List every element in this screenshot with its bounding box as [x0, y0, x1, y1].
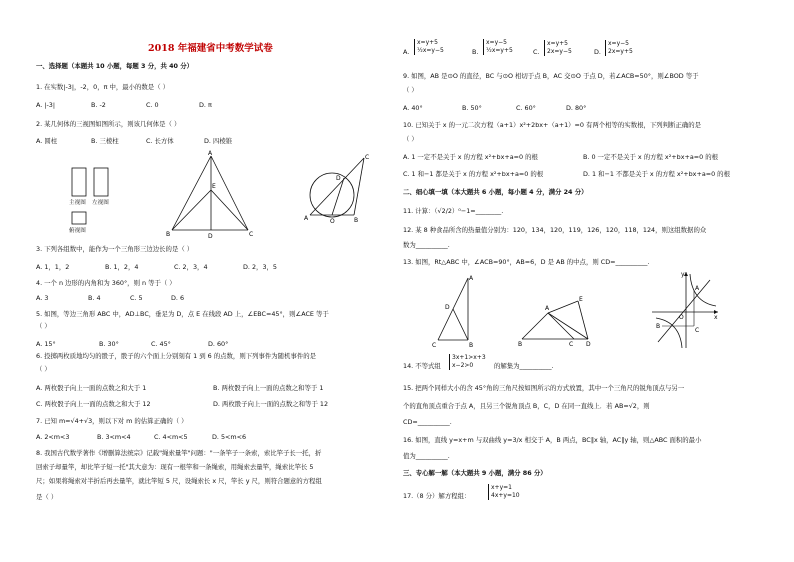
q9-option-d: D. 80° [566, 104, 587, 112]
section1-heading: 一、选择题（本题共 10 小题，每题 3 分，共 40 分） [36, 62, 194, 70]
question-5: 5. 如图，等边三角形 ABC 中，AD⊥BC，垂足为 D，点 E 在线段 AD 上，∠EBC=45°，则∠ACE 等于 [36, 310, 329, 318]
svg-text:C: C [249, 231, 254, 238]
q17-eq2: 4x+y=10 [491, 492, 520, 499]
q2-option-b: B. 三棱柱 [91, 137, 119, 145]
svg-text:A: A [545, 305, 550, 312]
svg-text:E: E [212, 183, 216, 190]
question-15-line2: 个的直角顶点重合于点 A，且另三个锐角顶点 B，C，D 在同一直线上．若 AB=√2，则 [403, 402, 650, 410]
q5-option-b: B. 30° [99, 340, 119, 348]
question-8-line3: 尺；如果将绳索对半折后再去量竿，就比竿短 5 尺，设绳索长 x 尺，竿长 y 尺，则符合题意的方程组 [36, 477, 322, 485]
question-13: 13. 如图，Rt△ABC 中，∠ACB=90°，AB=6，D 是 AB 的中点，则 CD=__________. [403, 258, 650, 266]
q14-ineq1: 3x+1>x+3 [452, 354, 486, 361]
q8-c-eq1: x=y+5 [547, 40, 568, 47]
svg-text:y: y [681, 271, 685, 278]
question-1: 1. 在实数|-3|，-2，0，π 中，最小的数是（ ） [36, 83, 170, 91]
q7-option-c: C. 4<m<5 [154, 433, 188, 441]
q8-d-eq2: 2x=y+5 [608, 48, 633, 55]
two-set-squares-figure [516, 293, 596, 348]
q8-option-b-system [483, 39, 513, 55]
q7-option-a: A. 2<m<3 [36, 433, 70, 441]
question-14-prefix: 14. 不等式组 [403, 362, 441, 370]
question-6: 6. 投掷两枚质地均匀的骰子，骰子的六个面上分别刻有 1 到 6 的点数，则下列事件为随机事件的是 [36, 352, 317, 360]
q3-option-d: D. 2，3，5 [243, 263, 277, 271]
question-11: 11. 计算：（√2/2）⁰−1=________. [403, 207, 504, 215]
q8-a-eq1: x=y+5 [417, 39, 438, 46]
q10-option-d: D. 1 和−1 不都是关于 x 的方程 x²+bx+a=0 的根 [583, 170, 730, 178]
question-2: 2. 某几何体的三视图如图所示，则该几何体是（ ） [36, 120, 181, 128]
q9-option-b: B. 50° [462, 104, 482, 112]
q4-option-a: A. 3 [36, 294, 49, 302]
question-16-line1: 16. 如图，直线 y=x+m 与双曲线 y=3/x 相交于 A，B 两点，BC∥x 轴，AC∥y 轴，则△ABC 面积的最小 [403, 436, 702, 444]
q4-option-d: D. 6 [171, 294, 185, 302]
q14-ineq2: x−2>0 [452, 362, 474, 369]
q2-option-d: D. 四棱锥 [204, 137, 233, 145]
q9-option-c: C. 60° [516, 104, 536, 112]
q17-eq1: x+y=1 [491, 484, 512, 491]
q1-option-d: D. π [199, 101, 212, 109]
svg-text:C: C [432, 342, 437, 349]
svg-text:C: C [695, 327, 700, 334]
svg-text:D: D [445, 304, 450, 311]
hyperbola-figure [650, 268, 720, 353]
label-top-view: 俯视图 [69, 228, 86, 234]
svg-text:C: C [365, 154, 370, 161]
q8-a-eq2: ½x=y−5 [417, 47, 444, 54]
q5-option-c: C. 45° [151, 340, 171, 348]
exam-title: 2018 年福建省中考数学试卷 [148, 43, 273, 54]
svg-text:B: B [518, 341, 523, 348]
q8-option-c-system [544, 40, 572, 56]
circle-figure [302, 150, 372, 230]
question-9: 9. 如图，AB 是⊙O 的直径，BC 与⊙O 相切于点 B，AC 交⊙O 于点 D，若∠ACB=50°，则∠BOD 等于 [403, 72, 699, 80]
q10-option-a: A. 1 一定不是关于 x 的方程 x²+bx+a=0 的根 [403, 153, 538, 161]
question-15-line3: CD=__________. [403, 418, 452, 426]
q1-option-a: A. |-3| [36, 101, 56, 109]
svg-text:B: B [656, 323, 661, 330]
q6-option-a: A. 两枚骰子向上一面的点数之和大于 1 [36, 384, 147, 392]
q8-c-eq2: 2x=y−5 [547, 48, 572, 55]
q6-option-c: C. 两枚骰子向上一面的点数之和大于 12 [36, 400, 151, 408]
question-16-line2: 值为__________. [403, 452, 450, 460]
question-3: 3. 下列各组数中，能作为一个三角形三边边长的是（ ） [36, 245, 194, 253]
q8-d-eq1: x=y−5 [608, 40, 629, 47]
svg-text:A: A [304, 215, 309, 222]
q8-option-d-letter: D. [594, 48, 601, 56]
question-8-line2: 回索子却量竿，却比竿子短一托"其大意为：现有一根竿和一条绳索，用绳索去量竿，绳索比竿长 5 [36, 463, 314, 471]
label-front-view: 主视图 [69, 200, 86, 206]
right-triangle-figure [430, 272, 480, 350]
q3-option-a: A. 1，1，2 [36, 263, 70, 271]
svg-text:B: B [469, 342, 474, 349]
q2-option-a: A. 圆柱 [36, 137, 58, 145]
q14-system [449, 354, 486, 370]
q1-option-b: B. -2 [91, 101, 106, 109]
q3-option-b: B. 1，2，4 [105, 263, 139, 271]
svg-text:B: B [354, 217, 359, 224]
question-4: 4. 一个 n 边形的内角和为 360°，则 n 等于（ ） [36, 279, 176, 287]
q8-option-a-letter: A. [403, 48, 410, 56]
question-5-bracket: （ ） [36, 322, 51, 330]
q7-option-b: B. 3<m<4 [97, 433, 131, 441]
q7-option-d: D. 5<m<6 [212, 433, 247, 441]
q1-option-c: C. 0 [146, 101, 159, 109]
svg-text:C: C [569, 341, 574, 348]
question-7: 7. 已知 m=√4+√3，则以下对 m 的估算正确的（ ） [36, 417, 188, 425]
label-side-view: 左视图 [92, 200, 109, 206]
q2-option-c: C. 长方体 [146, 137, 174, 145]
q4-option-c: C. 5 [130, 294, 143, 302]
question-12-line1: 12. 某 8 种食品所含的热量值分别为：120，134，120，119，126，120，118，124，则这组数据的众 [403, 226, 707, 234]
q17-system [488, 484, 520, 500]
question-10-bracket: （ ） [403, 135, 418, 143]
q8-b-eq2: ½x=y+5 [486, 47, 513, 54]
q6-option-d: D. 两枚骰子向上一面的点数之和等于 12 [213, 400, 329, 408]
svg-text:A: A [469, 275, 474, 282]
section3-heading: 三、专心解一解（本大题共 9 小题，满分 86 分） [403, 469, 547, 477]
q8-option-d-system [605, 40, 633, 56]
q10-option-c: C. 1 和−1 都是关于 x 的方程 x²+bx+a=0 的根 [403, 170, 544, 178]
svg-text:O: O [330, 218, 335, 225]
q9-option-a: A. 40° [403, 104, 423, 112]
question-12-line2: 数为__________. [403, 241, 450, 249]
question-8-line1: 8. 我国古代数学著作《增删算法统宗》记载"绳索量竿"问题："一条竿子一条索，索比竿子长一托，折 [36, 449, 322, 457]
question-14-suffix: 的解集为__________. [494, 362, 554, 370]
q5-option-a: A. 15° [36, 340, 56, 348]
question-17-prefix: 17.（8 分）解方程组： [403, 492, 471, 500]
triangle-abc-figure [164, 150, 254, 240]
q6-option-b: B. 两枚骰子向上一面的点数之和等于 1 [213, 384, 324, 392]
question-10: 10. 已知关于 x 的一元二次方程（a+1）x²+2bx+（a+1）=0 有两个相等的实数根，下列判断正确的是 [403, 121, 702, 129]
section2-heading: 二、细心填一填（本大题共 6 小题，每小题 4 分，满分 24 分） [403, 188, 588, 196]
svg-text:D: D [336, 175, 341, 182]
question-9-bracket: （ ） [403, 86, 418, 94]
q10-option-b: B. 0 一定不是关于 x 的方程 x²+bx+a=0 的根 [583, 153, 718, 161]
svg-text:B: B [166, 231, 171, 238]
q8-option-b-letter: B. [472, 48, 479, 56]
q4-option-b: B. 4 [88, 294, 101, 302]
svg-text:O: O [679, 314, 684, 321]
q3-option-c: C. 2，3，4 [174, 263, 208, 271]
question-15-line1: 15. 把两个同样大小的含 45°角的三角尺按如图所示的方式放置，其中一个三角尺的锐角顶点与另一 [403, 384, 685, 392]
q8-option-a-system [414, 39, 444, 55]
svg-text:A: A [208, 150, 213, 157]
svg-text:E: E [579, 296, 583, 303]
question-8-line4: 是（ ） [36, 493, 58, 501]
svg-text:A: A [695, 285, 700, 292]
svg-text:D: D [208, 233, 213, 240]
q5-option-d: D. 60° [208, 340, 229, 348]
question-6-bracket: （ ） [36, 365, 51, 373]
svg-text:x: x [714, 314, 718, 321]
q8-b-eq1: x=y−5 [486, 39, 507, 46]
svg-text:D: D [586, 341, 591, 348]
q8-option-c-letter: C. [533, 48, 540, 56]
